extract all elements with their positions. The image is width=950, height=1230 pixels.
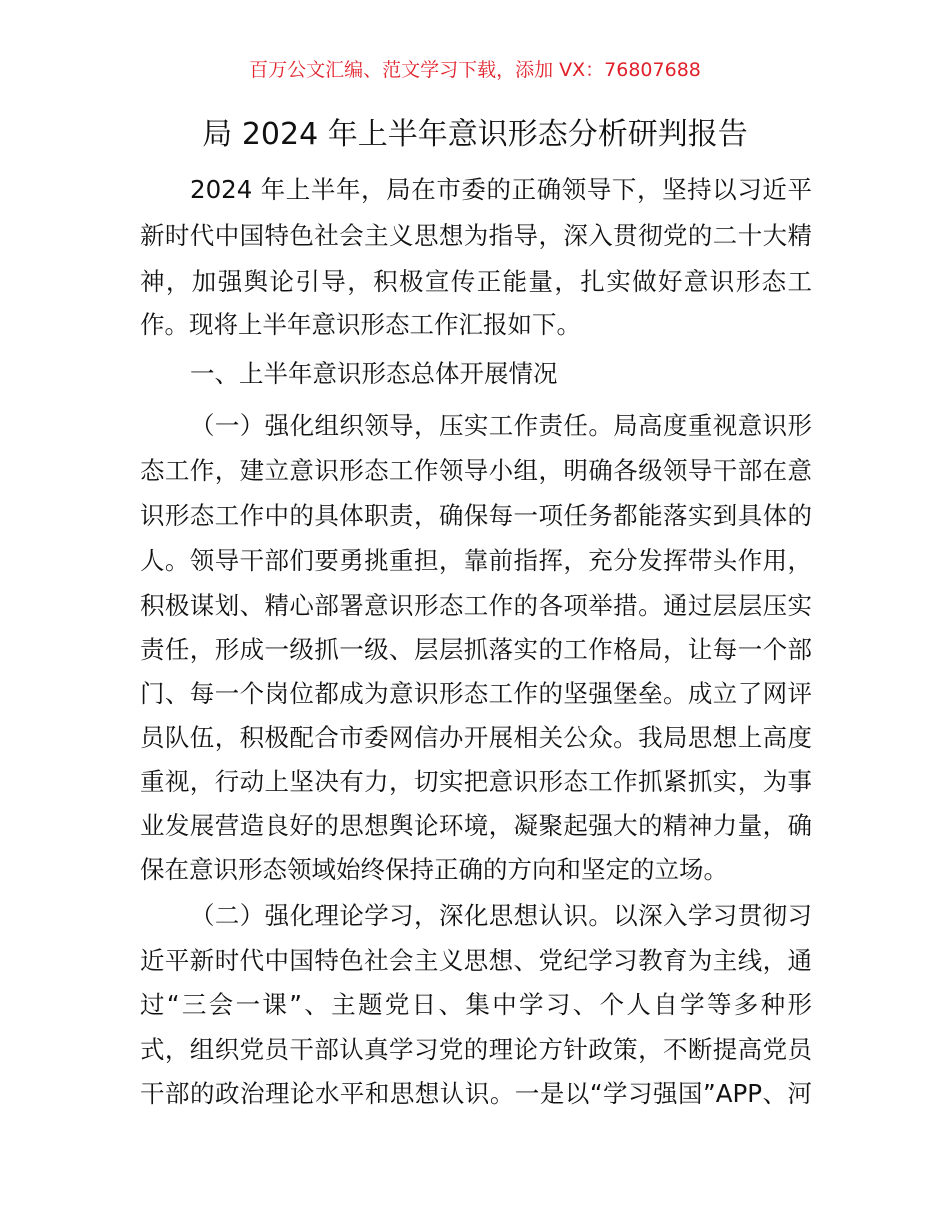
document-title: 局 2024 年上半年意识形态分析研判报告 xyxy=(202,117,748,152)
text-line: 态工作，建立意识形态工作领导小组，明确各级领导干部在意 xyxy=(140,456,812,485)
text-line: 门、每一个岗位都成为意识形态工作的坚强堡垒。成立了网评 xyxy=(140,679,812,708)
text-line: 近平新时代中国特色社会主义思想、党纪学习教育为主线，通 xyxy=(140,946,812,975)
text-line: 保在意识形态领域始终保持正确的方向和坚定的立场。 xyxy=(140,855,728,884)
text-line: 积极谋划、精心部署意识形态工作的各项举措。通过层层压实 xyxy=(140,591,812,620)
text-line: 人。领导干部们要勇挑重担，靠前指挥，充分发挥带头作用， xyxy=(140,546,812,575)
section-heading: 一、上半年意识形态总体开展情况 xyxy=(190,359,558,388)
text-line: 责任，形成一级抓一级、层层抓落实的工作格局，让每一个部 xyxy=(140,635,812,664)
text-line: 重视，行动上坚决有力，切实把意识形态工作抓紧抓实，为事 xyxy=(140,767,812,796)
text-line: 业发展营造良好的思想舆论环境，凝聚起强大的精神力量，确 xyxy=(140,811,812,840)
text-line: 作。现将上半年意识形态工作汇报如下。 xyxy=(140,310,581,339)
header-note: 百万公文汇编、范文学习下载，添加 VX：76807688 xyxy=(249,59,701,81)
text-line: 神，加强舆论引导，积极宣传正能量，扎实做好意识形态工 xyxy=(140,267,812,296)
text-line: 干部的政治理论水平和思想认识。一是以“学习强国”APP、河 xyxy=(140,1079,812,1108)
text-line: 过“三会一课”、主题党日、集中学习、个人自学等多种形 xyxy=(140,990,812,1019)
text-line: （二）强化理论学习，深化思想认识。以深入学习贯彻习 xyxy=(190,901,812,930)
text-line: 识形态工作中的具体职责，确保每一项任务都能落实到具体的 xyxy=(140,501,812,530)
text-line: （一）强化组织领导，压实工作责任。局高度重视意识形 xyxy=(190,411,812,440)
text-line: 式，组织党员干部认真学习党的理论方针政策，不断提高党员 xyxy=(140,1035,812,1064)
text-line: 2024 年上半年，局在市委的正确领导下，坚持以习近平 xyxy=(190,175,812,204)
text-line: 新时代中国特色社会主义思想为指导，深入贯彻党的二十大精 xyxy=(140,221,812,250)
text-line: 员队伍，积极配合市委网信办开展相关公众。我局思想上高度 xyxy=(140,723,812,752)
